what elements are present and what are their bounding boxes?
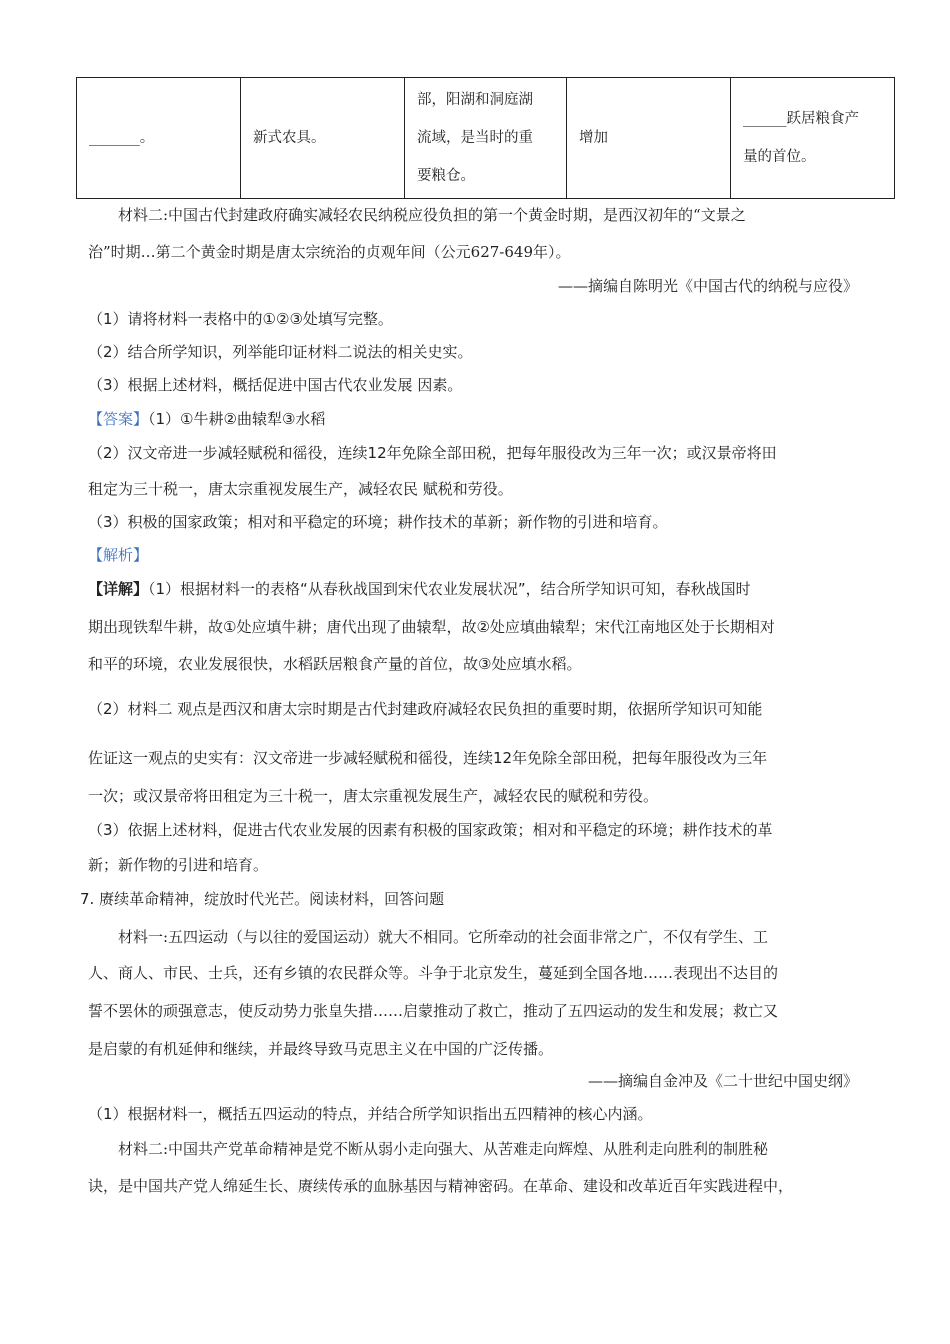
material-two-line: 材料二:中国古代封建政府确实减轻农民纳税应役负担的第一个黄金时期，是西汉初年的“文景之 bbox=[118, 206, 746, 224]
table-row bbox=[77, 78, 895, 199]
analysis-line: 一次；或汉景帝将田租定为三十税一，唐太宗重视发展生产，减轻农民的赋税和劳役。 bbox=[88, 787, 659, 805]
table-cell bbox=[77, 78, 241, 199]
question-7-title: 7. 赓续革命精神，绽放时代光芒。阅读材料，回答问题 bbox=[80, 890, 445, 908]
cell-line: ______跃居粮食产 bbox=[743, 111, 859, 127]
table-cell bbox=[405, 78, 567, 199]
answer-line: 租定为三十税一，唐太宗重视发展生产，减轻农民 赋税和劳役。 bbox=[88, 480, 513, 498]
cell-text: 增加 bbox=[579, 130, 608, 146]
question-2: （2）结合所学知识，列举能印证材料二说法的相关史实。 bbox=[88, 343, 473, 361]
cell-line: 流域，是当时的重 bbox=[417, 130, 533, 146]
analysis-line: 期出现铁犁牛耕，故①处应填牛耕；唐代出现了曲辕犁，故②处应填曲辕犁；宋代江南地区处于长期相对 bbox=[88, 618, 775, 636]
answer-line: （2）汉文帝进一步减轻赋税和徭役，连续12年免除全部田税，把每年服役改为三年一次；或汉景帝将田 bbox=[88, 444, 777, 462]
material-two-line: 诀，是中国共产党人绵延生长、赓续传承的血脉基因与精神密码。在革命、建设和改革近百年实践进程中， bbox=[88, 1177, 794, 1195]
answer-line: （3）积极的国家政策；相对和平稳定的环境；耕作技术的革新；新作物的引进和培育。 bbox=[88, 513, 668, 531]
analysis-line: 新；新作物的引进和培育。 bbox=[88, 856, 269, 874]
answer-text: （1）①牛耕②曲辕犁③水稻 bbox=[148, 410, 326, 428]
source-citation: ——摘编自金冲及《二十世纪中国史纲》 bbox=[587, 1072, 858, 1090]
material-one-line: 是启蒙的有机延伸和继续，并最终导致马克思主义在中国的广泛传播。 bbox=[88, 1040, 554, 1058]
analysis-line: 和平的环境，农业发展很快，水稻跃居粮食产量的首位，故③处应填水稻。 bbox=[88, 655, 582, 673]
table-cell bbox=[731, 78, 895, 199]
question-7-1: （1）根据材料一，概括五四运动的特点，并结合所学知识指出五四精神的核心内涵。 bbox=[88, 1105, 653, 1123]
source-citation: ——摘编自陈明光《中国古代的纳税与应役》 bbox=[557, 277, 858, 295]
material-one-line: 材料一:五四运动（与以往的爱国运动）就大不相同。它所牵动的社会面非常之广，不仅有学生、工 bbox=[118, 928, 769, 946]
agriculture-table-fragment bbox=[76, 77, 895, 199]
analysis-tag: 【解析】 bbox=[88, 546, 149, 564]
answer-tag: 【答案】 bbox=[88, 410, 149, 428]
detail-tag: 【详解】 bbox=[88, 580, 149, 598]
cell-line: 要粮仓。 bbox=[417, 168, 475, 184]
material-two-line: 治”时期…第二个黄金时期是唐太宗统治的贞观年间（公元627-649年）。 bbox=[88, 243, 571, 261]
analysis-line: （2）材料二 观点是西汉和唐太宗时期是古代封建政府减轻农民负担的重要时期，依据所学知识可知能 bbox=[88, 700, 763, 718]
answer-line bbox=[88, 409, 325, 429]
cell-line: 部，阳湖和洞庭湖 bbox=[417, 92, 533, 108]
blank-answer-1: _______。 bbox=[89, 130, 155, 146]
table-cell bbox=[241, 78, 405, 199]
question-3: （3）根据上述材料，概括促进中国古代农业发展 因素。 bbox=[88, 376, 463, 394]
question-1: （1）请将材料一表格中的①②③处填写完整。 bbox=[88, 310, 393, 328]
analysis-line: （3）依据上述材料，促进古代农业发展的因素有积极的国家政策；相对和平稳定的环境；耕作技术的革 bbox=[88, 821, 773, 839]
analysis-text: （1）根据材料一的表格“从春秋战国到宋代农业发展状况”，结合所学知识可知，春秋战国时 bbox=[148, 580, 751, 598]
material-one-line: 誓不罢休的顽强意志，使反动势力张皇失措……启蒙推动了救亡，推动了五四运动的发生和发展；救亡又 bbox=[88, 1002, 779, 1020]
cell-line: 量的首位。 bbox=[743, 149, 816, 165]
material-two-line: 材料二:中国共产党革命精神是党不断从弱小走向强大、从苦难走向辉煌、从胜利走向胜利的制胜秘 bbox=[118, 1140, 769, 1158]
cell-text: 新式农具。 bbox=[253, 130, 326, 146]
analysis-line: 佐证这一观点的史实有：汉文帝进一步减轻赋税和徭役，连续12年免除全部田税，把每年服役改为三年 bbox=[88, 749, 768, 767]
material-one-line: 人、商人、市民、士兵，还有乡镇的农民群众等。斗争于北京发生，蔓延到全国各地……表现出不达目的 bbox=[88, 964, 779, 982]
analysis-line bbox=[88, 579, 751, 599]
table-cell bbox=[567, 78, 731, 199]
